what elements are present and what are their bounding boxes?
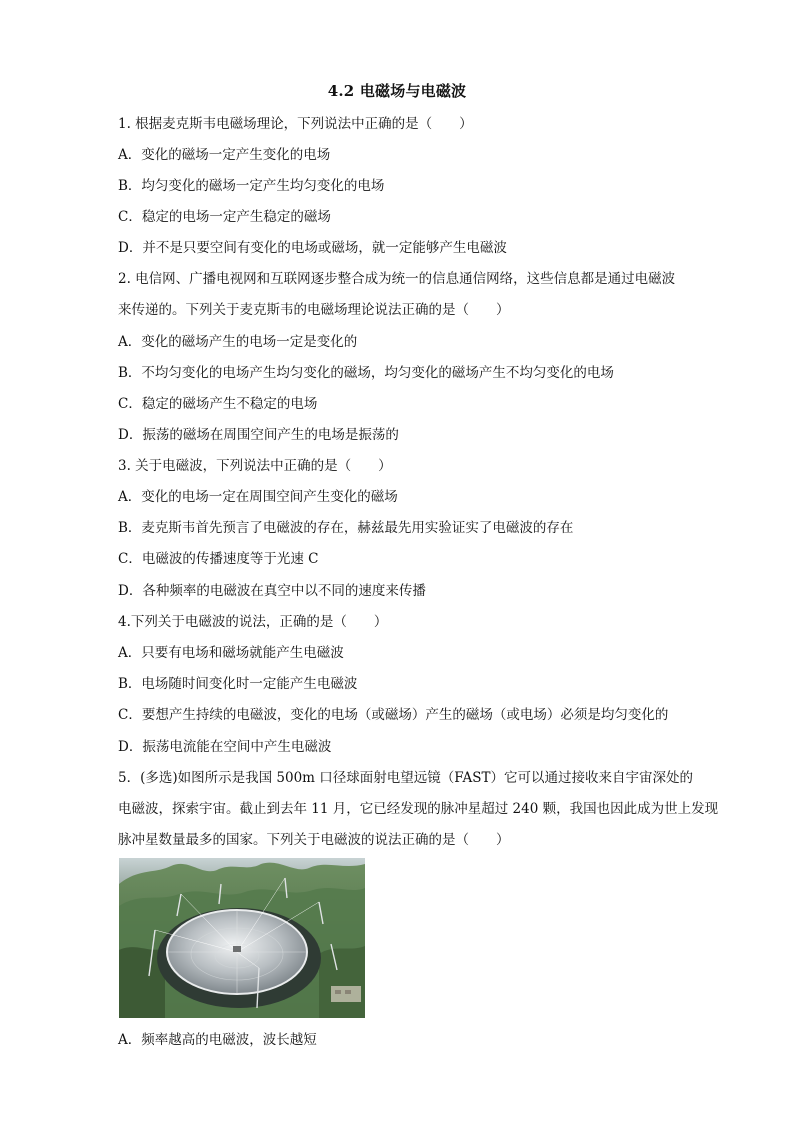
question-4-stem: 4.下列关于电磁波的说法，正确的是（ ） bbox=[118, 614, 388, 630]
question-1-option-d: D．并不是只要空间有变化的电场或磁场，就一定能够产生电磁波 bbox=[118, 240, 507, 256]
question-4-option-a: A．只要有电场和磁场就能产生电磁波 bbox=[118, 645, 344, 661]
question-4-option-c: C．要想产生持续的电磁波，变化的电场（或磁场）产生的磁场（或电场）必须是均匀变化的 bbox=[118, 707, 669, 723]
question-1-option-a: A．变化的磁场一定产生变化的电场 bbox=[118, 147, 331, 163]
question-3-option-d: D．各种频率的电磁波在真空中以不同的速度来传播 bbox=[118, 583, 426, 599]
question-5-stem-line-2: 电磁波，探索宇宙。截止到去年 11 月，它已经发现的脉冲星超过 240 颗，我国也因此成为世上发现 bbox=[118, 801, 719, 817]
question-2-option-a: A．变化的磁场产生的电场一定是变化的 bbox=[118, 334, 358, 350]
question-1-option-c: C．稳定的电场一定产生稳定的磁场 bbox=[118, 209, 331, 225]
question-2-stem-line-1: 2. 电信网、广播电视网和互联网逐步整合成为统一的信息通信网络，这些信息都是通过电磁波 bbox=[118, 271, 676, 287]
question-3-option-c: C．电磁波的传播速度等于光速 C bbox=[118, 551, 319, 567]
fast-telescope-photo bbox=[119, 858, 365, 1018]
question-3-option-a: A．变化的电场一定在周围空间产生变化的磁场 bbox=[118, 489, 398, 505]
question-5-option-a: A．频率越高的电磁波，波长越短 bbox=[118, 1032, 317, 1048]
question-2-option-d: D．振荡的磁场在周围空间产生的电场是振荡的 bbox=[118, 427, 399, 443]
question-1-option-b: B．均匀变化的磁场一定产生均匀变化的电场 bbox=[118, 178, 385, 194]
question-3-stem: 3. 关于电磁波，下列说法中正确的是（ ） bbox=[118, 458, 392, 474]
question-1-stem: 1. 根据麦克斯韦电磁场理论，下列说法中正确的是（ ） bbox=[118, 116, 473, 132]
question-5-stem-line-3: 脉冲星数量最多的国家。下列关于电磁波的说法正确的是（ ） bbox=[118, 832, 510, 848]
question-5-stem-line-1: 5．(多选)如图所示是我国 500m 口径球面射电望远镜（FAST）它可以通过接收来自宇宙深处的 bbox=[118, 770, 693, 786]
question-2-stem-line-2: 来传递的。下列关于麦克斯韦的电磁场理论说法正确的是（ ） bbox=[118, 302, 510, 318]
question-4-option-d: D．振荡电流能在空间中产生电磁波 bbox=[118, 739, 332, 755]
question-2-option-b: B．不均匀变化的电场产生均匀变化的磁场，均匀变化的磁场产生不均匀变化的电场 bbox=[118, 365, 614, 381]
question-3-option-b: B．麦克斯韦首先预言了电磁波的存在，赫兹最先用实验证实了电磁波的存在 bbox=[118, 520, 574, 536]
question-2-option-c: C．稳定的磁场产生不稳定的电场 bbox=[118, 396, 318, 412]
question-4-option-b: B．电场随时间变化时一定能产生电磁波 bbox=[118, 676, 358, 692]
page-title: 4.2 电磁场与电磁波 bbox=[327, 82, 467, 100]
